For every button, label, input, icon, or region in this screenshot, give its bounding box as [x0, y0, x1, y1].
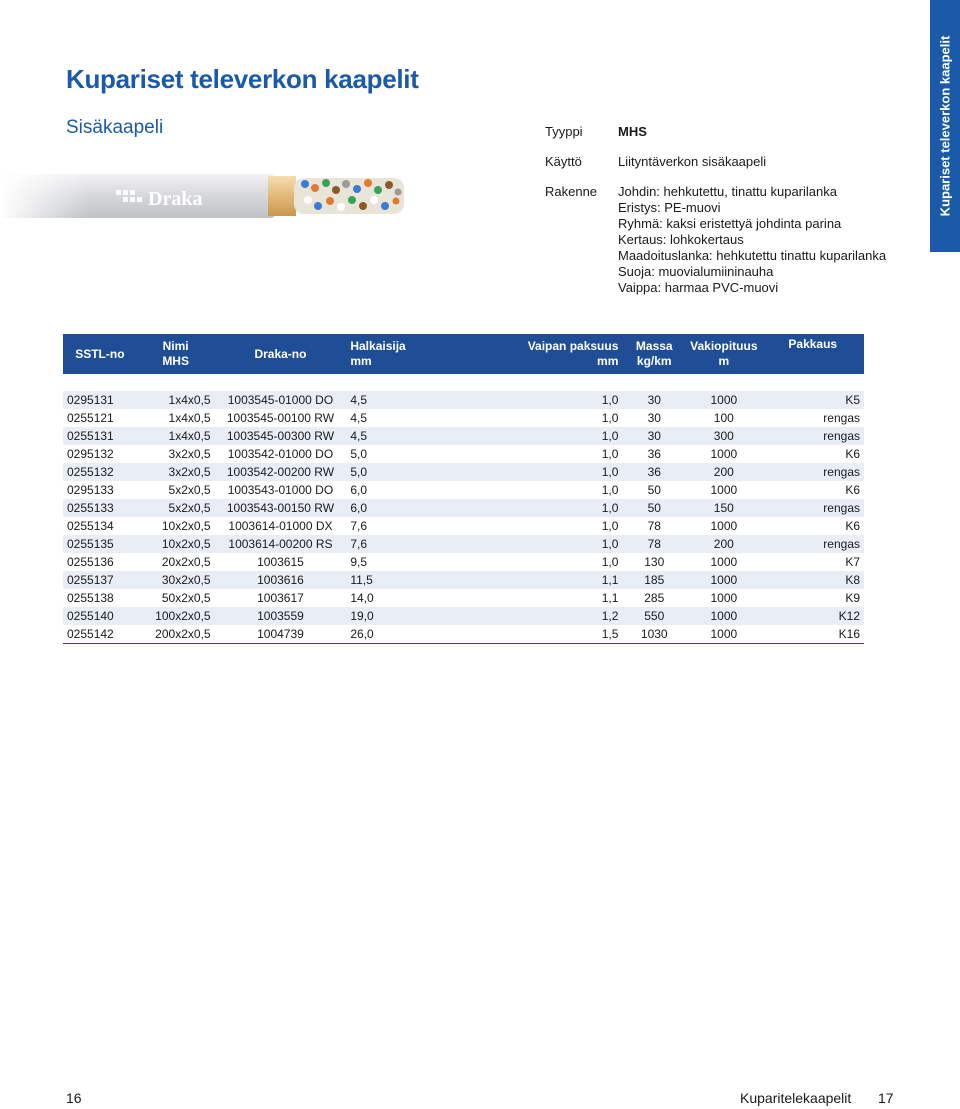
cable-illustration — [0, 168, 420, 224]
cell-sstl: 0255138 — [67, 591, 114, 605]
spec-row-use — [545, 154, 886, 184]
cell-mass: 185 — [622, 571, 686, 589]
table-body — [63, 374, 864, 644]
cell-sstl: 0295132 — [67, 447, 114, 461]
cell-pack: rengas — [823, 411, 860, 425]
cell-pack: K6 — [845, 447, 860, 461]
cell-diam: 4,5 — [346, 391, 448, 409]
cell-name: 200x2x0,5 — [137, 625, 215, 644]
table-row — [63, 607, 864, 625]
table-header-row — [63, 334, 864, 374]
col-header-length: Vakiopituus m — [686, 334, 761, 374]
table-row — [63, 499, 864, 517]
table-row — [63, 553, 864, 571]
cell-draka: 1003542-01000 DO — [227, 447, 334, 461]
cell-length: 1000 — [710, 447, 738, 461]
cell-draka: 1003617 — [257, 591, 304, 605]
cell-mass: 130 — [644, 555, 665, 569]
cell-length: 100 — [713, 411, 734, 425]
spec-label-use: Käyttö — [545, 154, 582, 169]
cell-length: 1000 — [710, 555, 738, 569]
cell-sstl: 0255140 — [63, 607, 137, 625]
cell-name: 5x2x0,5 — [168, 483, 211, 497]
cell-diam: 7,6 — [350, 519, 368, 533]
cell-mass: 50 — [647, 483, 661, 497]
table-spacer — [63, 374, 864, 391]
cell-mass: 36 — [647, 447, 661, 461]
cell-draka: 1003614-01000 DX — [228, 519, 333, 533]
cell-draka: 1003545-00100 RW — [226, 411, 335, 425]
cell-sstl: 0255133 — [63, 499, 137, 517]
cell-length: 1000 — [686, 571, 761, 589]
cell-sheath: 1,0 — [601, 519, 619, 533]
cell-name: 5x2x0,5 — [137, 499, 215, 517]
wire-bundle — [294, 178, 404, 214]
cell-diam: 9,5 — [350, 555, 368, 569]
spec-value-type: MHS — [618, 124, 647, 139]
table-row — [63, 481, 864, 499]
page-number-left: 16 — [66, 1090, 82, 1106]
cell-sheath: 1,2 — [448, 607, 623, 625]
cell-sstl: 0295131 — [63, 391, 137, 409]
side-section-tab — [930, 0, 960, 252]
cell-mass: 30 — [647, 411, 661, 425]
cell-sheath: 1,0 — [601, 447, 619, 461]
cell-name: 20x2x0,5 — [161, 555, 211, 569]
cell-sheath: 1,0 — [601, 483, 619, 497]
cell-draka: 1003542-00200 RW — [215, 463, 347, 481]
cell-diam: 7,6 — [346, 535, 448, 553]
cell-diam: 4,5 — [350, 411, 368, 425]
table-row — [63, 427, 864, 445]
cell-sheath: 1,5 — [448, 625, 623, 644]
cell-length: 1000 — [710, 483, 738, 497]
construction-line: Ryhmä: kaksi eristettyä johdinta parina — [618, 216, 842, 231]
cell-pack: K6 — [845, 519, 860, 533]
construction-line: Johdin: hehkutettu, tinattu kuparilanka — [618, 184, 837, 199]
table-row — [63, 589, 864, 607]
cell-draka: 1003614-00200 RS — [215, 535, 347, 553]
cell-sheath: 1,0 — [448, 535, 623, 553]
side-tab-label: Kupariset televerkon kaapelit — [937, 35, 953, 217]
cell-diam: 26,0 — [346, 625, 448, 644]
spec-value-use: Liityntäverkon sisäkaapeli — [618, 154, 767, 169]
cell-pack: rengas — [762, 427, 865, 445]
construction-line: Suoja: muovialumiininauha — [618, 264, 774, 279]
cell-mass: 285 — [644, 591, 665, 605]
cell-sstl: 0295133 — [67, 483, 114, 497]
cell-pack: K9 — [845, 591, 860, 605]
construction-line: Eristys: PE-muovi — [618, 200, 721, 215]
cell-diam: 5,0 — [346, 463, 448, 481]
page-subtitle: Sisäkaapeli — [66, 117, 164, 138]
cell-pack: K16 — [762, 625, 865, 644]
col-header-diameter: Halkaisija mm — [346, 334, 448, 374]
cell-mass: 78 — [622, 535, 686, 553]
cell-draka: 1004739 — [215, 625, 347, 644]
cell-name: 3x2x0,5 — [168, 447, 211, 461]
cell-draka: 1003543-01000 DO — [227, 483, 334, 497]
spec-label-construction: Rakenne — [545, 184, 598, 199]
table-row — [63, 517, 864, 535]
table-row — [63, 571, 864, 589]
col-header-draka: Draka-no — [215, 334, 347, 374]
table-row — [63, 409, 864, 427]
table-row — [63, 463, 864, 481]
cell-length: 300 — [686, 427, 761, 445]
cell-diam: 5,0 — [350, 447, 368, 461]
cell-sstl: 0255142 — [63, 625, 137, 644]
page-title: Kupariset televerkon kaapelit — [66, 64, 419, 94]
cell-length: 150 — [686, 499, 761, 517]
cell-name: 1x4x0,5 — [137, 391, 215, 409]
cell-name: 1x4x0,5 — [168, 411, 211, 425]
cell-length: 1000 — [686, 625, 761, 644]
cell-sstl: 0255131 — [63, 427, 137, 445]
spec-row-construction — [545, 184, 886, 296]
cell-sheath: 1,0 — [448, 463, 623, 481]
col-header-pack: Pakkaus — [762, 334, 865, 374]
spec-label-type: Tyyppi — [545, 124, 583, 139]
cell-pack: K5 — [762, 391, 865, 409]
table-row — [63, 445, 864, 463]
construction-line: Vaippa: harmaa PVC-muovi — [618, 280, 779, 295]
footer-section-name: Kuparitelekaapelit — [740, 1090, 852, 1106]
spec-block — [545, 122, 886, 296]
cell-pack: rengas — [762, 535, 865, 553]
cell-draka: 1003545-00300 RW — [215, 427, 347, 445]
table-row — [63, 625, 864, 644]
col-header-name: Nimi MHS — [137, 334, 215, 374]
product-table — [63, 334, 864, 644]
cell-name: 10x2x0,5 — [161, 519, 211, 533]
cell-pack: rengas — [762, 463, 865, 481]
cell-draka: 1003559 — [215, 607, 347, 625]
cell-name: 1x4x0,5 — [137, 427, 215, 445]
table-row — [63, 391, 864, 409]
cell-draka: 1003543-00150 RW — [215, 499, 347, 517]
cell-mass: 30 — [622, 427, 686, 445]
cell-name: 30x2x0,5 — [137, 571, 215, 589]
cell-length: 1000 — [686, 391, 761, 409]
cell-sstl: 0255136 — [67, 555, 114, 569]
cell-sheath: 1,1 — [601, 591, 619, 605]
cell-pack: rengas — [762, 499, 865, 517]
cell-draka: 1003615 — [257, 555, 304, 569]
cell-diam: 14,0 — [350, 591, 374, 605]
cell-sheath: 1,1 — [448, 571, 623, 589]
construction-line: Maadoituslanka: hehkutettu tinattu kuparilanka — [618, 248, 887, 263]
cell-mass: 30 — [622, 391, 686, 409]
spec-construction-list — [618, 184, 886, 296]
cell-mass: 36 — [622, 463, 686, 481]
cell-sheath: 1,0 — [601, 555, 619, 569]
cell-sheath: 1,0 — [448, 391, 623, 409]
construction-line: Kertaus: lohkokertaus — [618, 232, 744, 247]
col-header-mass: Massa kg/km — [622, 334, 686, 374]
cell-pack: K12 — [762, 607, 865, 625]
cell-sstl: 0255132 — [63, 463, 137, 481]
cell-sstl: 0255135 — [63, 535, 137, 553]
cell-diam: 6,0 — [346, 499, 448, 517]
page-number-right: 17 — [878, 1090, 894, 1106]
cell-name: 50x2x0,5 — [161, 591, 211, 605]
cell-sheath: 1,0 — [601, 411, 619, 425]
cell-sstl: 0255137 — [63, 571, 137, 589]
table-row — [63, 535, 864, 553]
cell-name: 10x2x0,5 — [137, 535, 215, 553]
cell-pack: K7 — [845, 555, 860, 569]
spec-row-type — [545, 122, 886, 154]
cell-length: 200 — [686, 535, 761, 553]
cell-sheath: 1,0 — [448, 499, 623, 517]
cell-diam: 11,5 — [346, 571, 448, 589]
cell-diam: 6,0 — [350, 483, 368, 497]
cell-mass: 78 — [647, 519, 661, 533]
cell-sstl: 0255121 — [67, 411, 114, 425]
cell-diam: 19,0 — [346, 607, 448, 625]
cell-length: 1000 — [710, 591, 738, 605]
cell-draka: 1003545-01000 DO — [215, 391, 347, 409]
cell-length: 1000 — [710, 519, 738, 533]
cell-pack: K6 — [845, 483, 860, 497]
cell-name: 3x2x0,5 — [137, 463, 215, 481]
cell-mass: 50 — [622, 499, 686, 517]
cell-sheath: 1,0 — [448, 427, 623, 445]
cell-mass: 1030 — [622, 625, 686, 644]
cell-sstl: 0255134 — [67, 519, 114, 533]
cell-diam: 4,5 — [346, 427, 448, 445]
col-header-sstl: SSTL-no — [63, 334, 137, 374]
cell-mass: 550 — [622, 607, 686, 625]
cell-pack: K8 — [762, 571, 865, 589]
cable-brand-print: Draka — [148, 188, 203, 210]
cell-length: 200 — [686, 463, 761, 481]
cell-draka: 1003616 — [215, 571, 347, 589]
cell-length: 1000 — [686, 607, 761, 625]
col-header-sheath: Vaipan paksuus mm — [448, 334, 623, 374]
cell-name: 100x2x0,5 — [137, 607, 215, 625]
